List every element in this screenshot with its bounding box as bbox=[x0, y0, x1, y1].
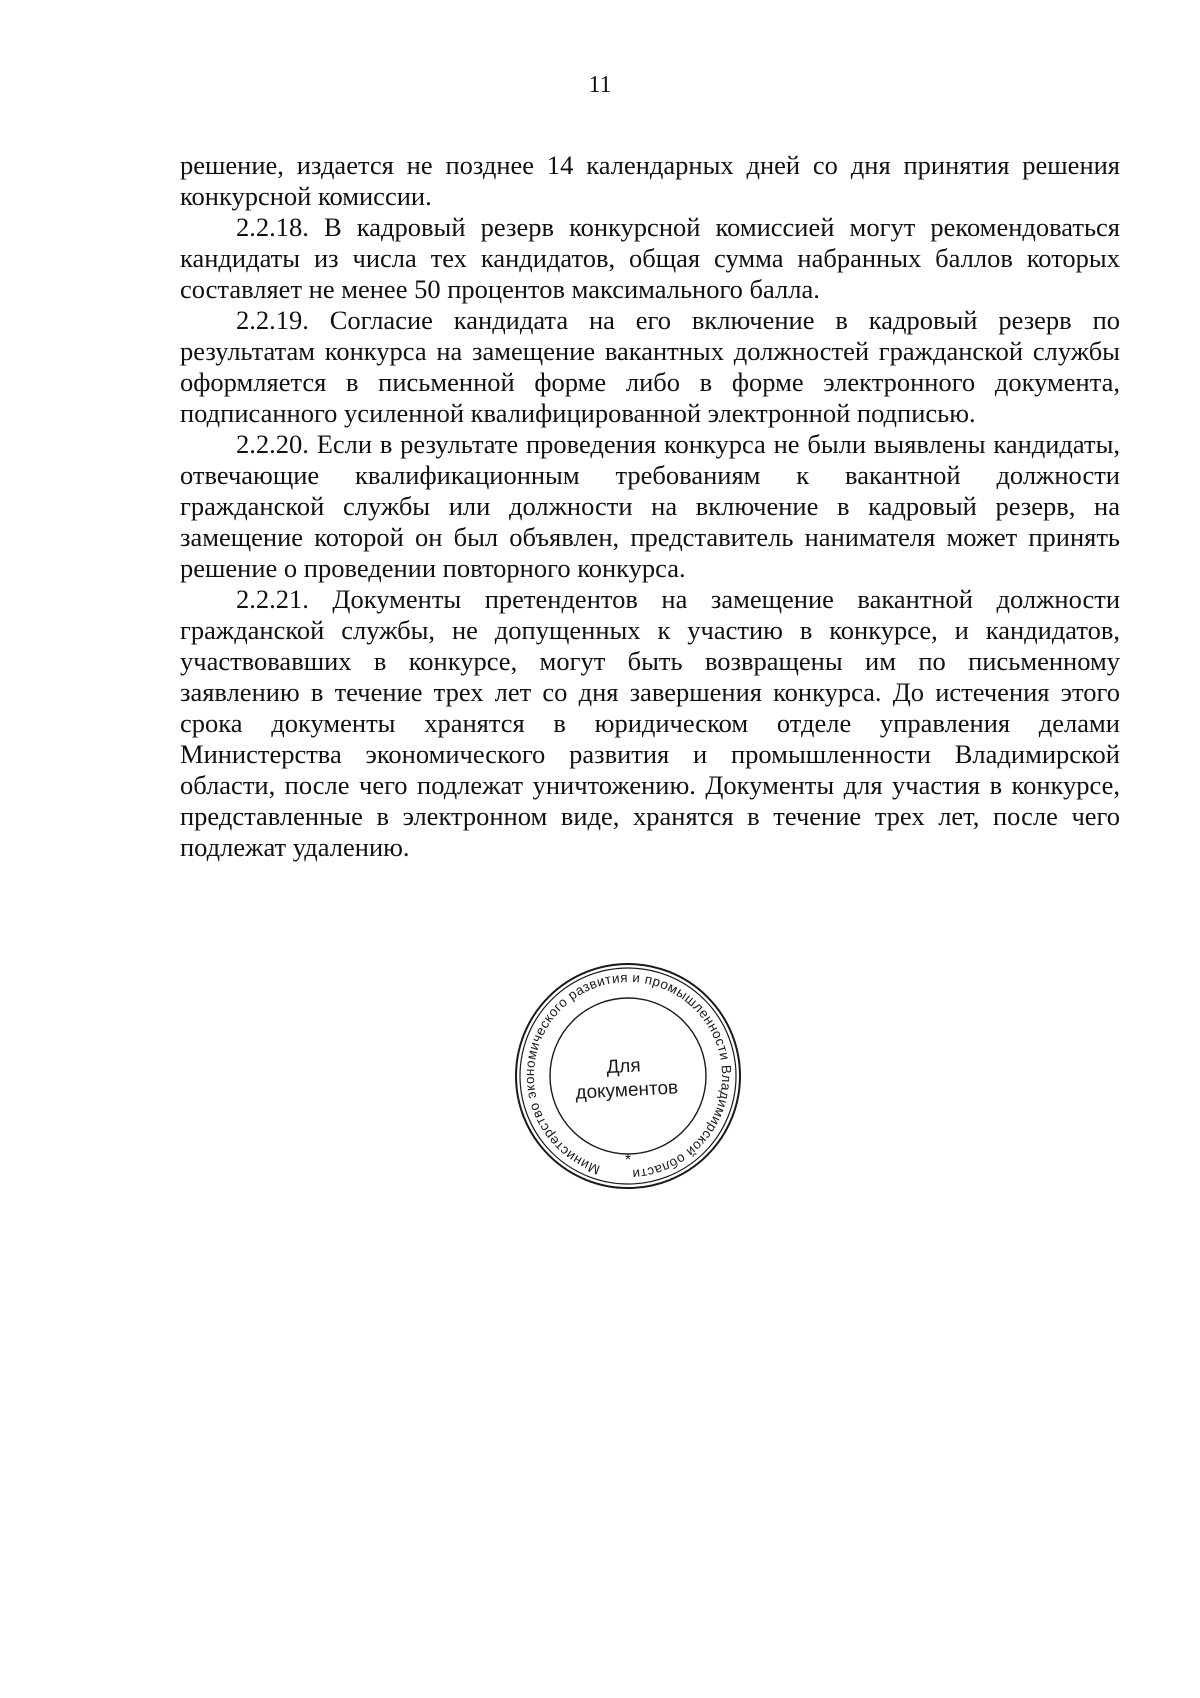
stamp-center-line-2: документов bbox=[574, 1077, 679, 1104]
stamp-center-line-1: Для bbox=[605, 1055, 642, 1079]
stamp-ring-text: Министерство экономического развития и промышленности Владимирской области bbox=[521, 969, 735, 1182]
document-body bbox=[180, 150, 1120, 863]
paragraph: 2.2.20. Если в результате проведения конкурса не были выявлены кандидаты, отвечающие квалификационным требованиям к вакантной должности гражданской службы или должности на включение в кадровый резерв, на замещение которой он был объявлен, представитель нанимателя может принять решение о проведении повторного конкурса. bbox=[180, 429, 1120, 583]
page-number: 11 bbox=[588, 72, 612, 98]
paragraph: решение, издается не позднее 14 календарных дней со дня принятия решения конкурсной комиссии. bbox=[180, 150, 1120, 211]
paragraph: 2.2.21. Документы претендентов на замещение вакантной должности гражданской службы, не допущенных к участию в конкурсе, и кандидатов, участвовавших в конкурсе, могут быть возвращены им по письменному заявлению в течение трех лет со дня завершения конкурса. До истечения этого срока документы хранятся в юридическом отделе управления делами Министерства экономического развития и промышленности Владимирской области, после чего подлежат уничтожению. Документы для участия в конкурсе, представленные в электронном виде, хранятся в течение трех лет, после чего подлежат удалению. bbox=[180, 584, 1120, 862]
official-stamp bbox=[512, 960, 744, 1192]
stamp-star: * bbox=[624, 1152, 632, 1169]
paragraph: 2.2.19. Согласие кандидата на его включение в кадровый резерв по результатам конкурса на замещение вакантных должностей гражданской службы оформляется в письменной форме либо в форме электронного документа, подписанного усиленной квалифицированной электронной подписью. bbox=[180, 305, 1120, 428]
paragraph: 2.2.18. В кадровый резерв конкурсной комиссией могут рекомендоваться кандидаты из числа тех кандидатов, общая сумма набранных баллов которых составляет не менее 50 процентов максимального балла. bbox=[180, 212, 1120, 304]
